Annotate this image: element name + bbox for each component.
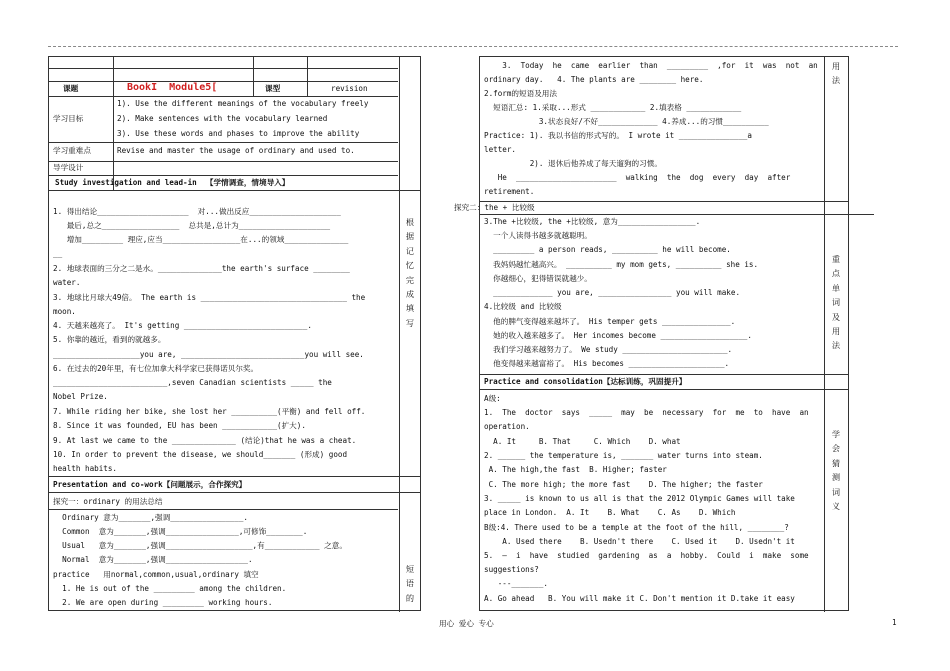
practice-line: place in London. A. It B. What C. As D. Which [484,508,736,517]
exercise-line: 9. At last we came to the ______________ (结论)that he was a cheat. [53,436,357,445]
exercise-line: water. [53,278,81,287]
type-label: 课型 [265,84,281,93]
practice-line: 2. ______ the temperature is, _______ water turns into steam. [484,451,763,460]
form-line: letter. [484,145,517,154]
exercise-line: moon. [53,307,76,316]
exercise-line: 增加_________ 理应,应当_________________在...的领域______________ [53,235,349,244]
comparative-line: 她的收入越来越多了。 Her incomes become ___________________. [484,331,752,340]
side-note-recall: 根据记忆完成填写 [405,217,415,328]
practice-line: ---_______. [484,579,549,588]
form-line: 3. Today he came earlier than _________ ,for it was not an [484,61,818,70]
side-note-guess-meaning: 学会猜测词义 [831,429,841,512]
comparative-line: _____________ you are, ________________ you will make. [484,288,741,297]
exercise-line: 7. While riding her bike, she lost her __________(平衡) and fell off. [53,407,366,416]
ordinary-line: Common 意为_______,强调________________,可修饰________. [53,527,308,536]
comparative-line: 他变得越来越富裕了。 His becomes _____________________. [484,359,730,368]
practice-line: A. It B. That C. Which D. what [484,437,681,446]
comparative-line: 3.The +比较级, the +比较级, 意为_________________. [484,217,701,226]
exercise-line: 4. 天越来越亮了。 It's getting ___________________________. [53,321,312,330]
comparative-line: 他的脾气变得越来越坏了。 His temper gets _______________. [484,317,736,326]
title-label: 课题 [63,84,79,93]
left-column-table [48,56,421,611]
practice-line: C. The more high; the more fast D. The higher; the faster [484,480,763,489]
form-line: He ______________________ walking the dog every day after [484,173,791,182]
explore-1-title: 探究一：ordinary 的用法总结 [53,497,163,506]
goal-1: 1). Use the different meanings of the vocabulary freely [117,99,369,108]
practice-line: 5. — i have studied gardening as a hobby. Could i make some [484,551,809,560]
form-line: retirement. [484,187,535,196]
ordinary-line: Usual 意为_______,强调___________________,有____________ 之意。 [53,541,347,550]
form-line: 短语汇总: 1.采取...形式 ____________ 2.填表格 ____________ [484,103,742,112]
exercise-line: 2. 地球表面的三分之二是水。______________the earth's surface ________ [53,264,350,273]
practice-line: A. The high,the fast B. Higher; faster [484,465,667,474]
exercise-line: _________________________,seven Canadian scientists _____ the [53,378,332,387]
comparative-line: 我们学习越来越努力了。 We study _______________________. [484,345,733,354]
type-value: revision [331,84,368,93]
key-value: Revise and master the usage of ordinary and used to. [117,146,355,155]
title-value: BookI Module5[ [127,82,218,93]
comparative-line: _________ a person reads, __________ he will become. [484,245,731,254]
page-number: 1 [892,618,897,627]
ordinary-line: 1. He is out of the _________ among the children. [53,584,287,593]
exercise-line: health habits. [53,464,118,473]
exercise-line: 6. 在过去的20年里，有七位加拿大科学家已获得诺贝尔奖。 [53,364,259,373]
exercise-line: 3. 地球比月球大49倍。 The earth is ________________________________ the [53,293,366,302]
practice-line: B级:4. There used to be a temple at the foot of the hill, ________? [484,523,789,532]
side-note-phrases: 短语的 [405,564,415,603]
key-label: 学习重难点 [53,146,91,155]
goal-2: 2). Make sentences with the vocabulary learned [117,114,328,123]
goal-3: 3). Use these words and phases to improve the ability [117,129,360,138]
exercise-line: 1. 得出结论____________________ 对...做出反应____________________ [53,207,341,216]
exercise-line: Nobel Prize. [53,392,108,401]
form-line: Practice: 1). 我以书信的形式写的。 I wrote it _______________a [484,131,752,140]
comparative-line: 4.比较级 and 比较级 [484,302,562,311]
practice-line: A. Used there B. Usedn't there C. Used it D. Usedn't it [484,537,795,546]
form-line: 2). 退休后他养成了每天遛狗的习惯。 [484,159,662,168]
ordinary-line: Normal 意为_______,强调__________________. [53,555,253,564]
exercise-line: 最后,总之_________________ 总共是,总计为____________________ [53,221,331,230]
ordinary-line: practice 用normal,common,usual,ordinary 填空 [53,570,259,579]
practice-line: A级: [484,394,501,403]
goals-label: 学习目标 [53,114,84,123]
lead-heading: Study investigation and lead-in 【学情调查，情境导入】 [55,178,290,187]
top-dashed-rule [48,46,898,47]
ordinary-line: Ordinary 意为_______,强调________________. [53,513,248,522]
practice-heading: Practice and consolidation【达标训练，巩固提升】 [484,377,687,386]
exercise-line: __ [53,249,63,258]
side-note-usage: 用法 [831,61,841,86]
form-line: 2.form的短语及用法 [484,89,557,98]
practice-line: 3. _____ is known to us all is that the 2012 Olympic Games will take [484,494,795,503]
practice-line: suggestions? [484,565,539,574]
explore-2-title: 探究二：the + 比较级 [454,203,535,212]
form-line: ordinary day. 4. The plants are ________ here. [484,75,704,84]
comparative-line: 你越细心，犯得错误就越少。 [484,274,592,283]
exercise-line: 5. 你靠的越近，看到的就越多。 [53,335,166,344]
exercise-line: 10. In order to prevent the disease, we should_______ (形成) good [53,450,348,459]
form-line: 3.状态良好/不好_____________ 4.养成...的习惯__________ [484,117,769,126]
practice-line: operation. [484,422,530,431]
guide-label: 导学设计 [53,163,84,172]
side-note-key-words: 重点单词及用法 [831,254,841,351]
exercise-line: ___________________you are, ___________________________you will see. [53,350,364,359]
right-column-table [454,56,849,611]
practice-line: 1. The doctor says _____ may be necessary for me to have an [484,408,809,417]
comparative-line: 我妈妈越忙越高兴。 __________ my mom gets, __________ she is. [484,260,759,269]
presentation-heading: Presentation and co-work【问题展示，合作探究】 [53,480,247,489]
exercise-line: 8. Since it was founded, EU has been ____________(扩大). [53,421,306,430]
ordinary-line: 2. We are open during _________ working hours. [53,598,273,607]
footer-motto: 用心 爱心 专心 [439,619,494,628]
practice-line: A. Go ahead B. You will make it C. Don't mention it D.take it easy [484,594,795,603]
comparative-line: 一个人读得书越多就越聪明。 [484,231,592,240]
